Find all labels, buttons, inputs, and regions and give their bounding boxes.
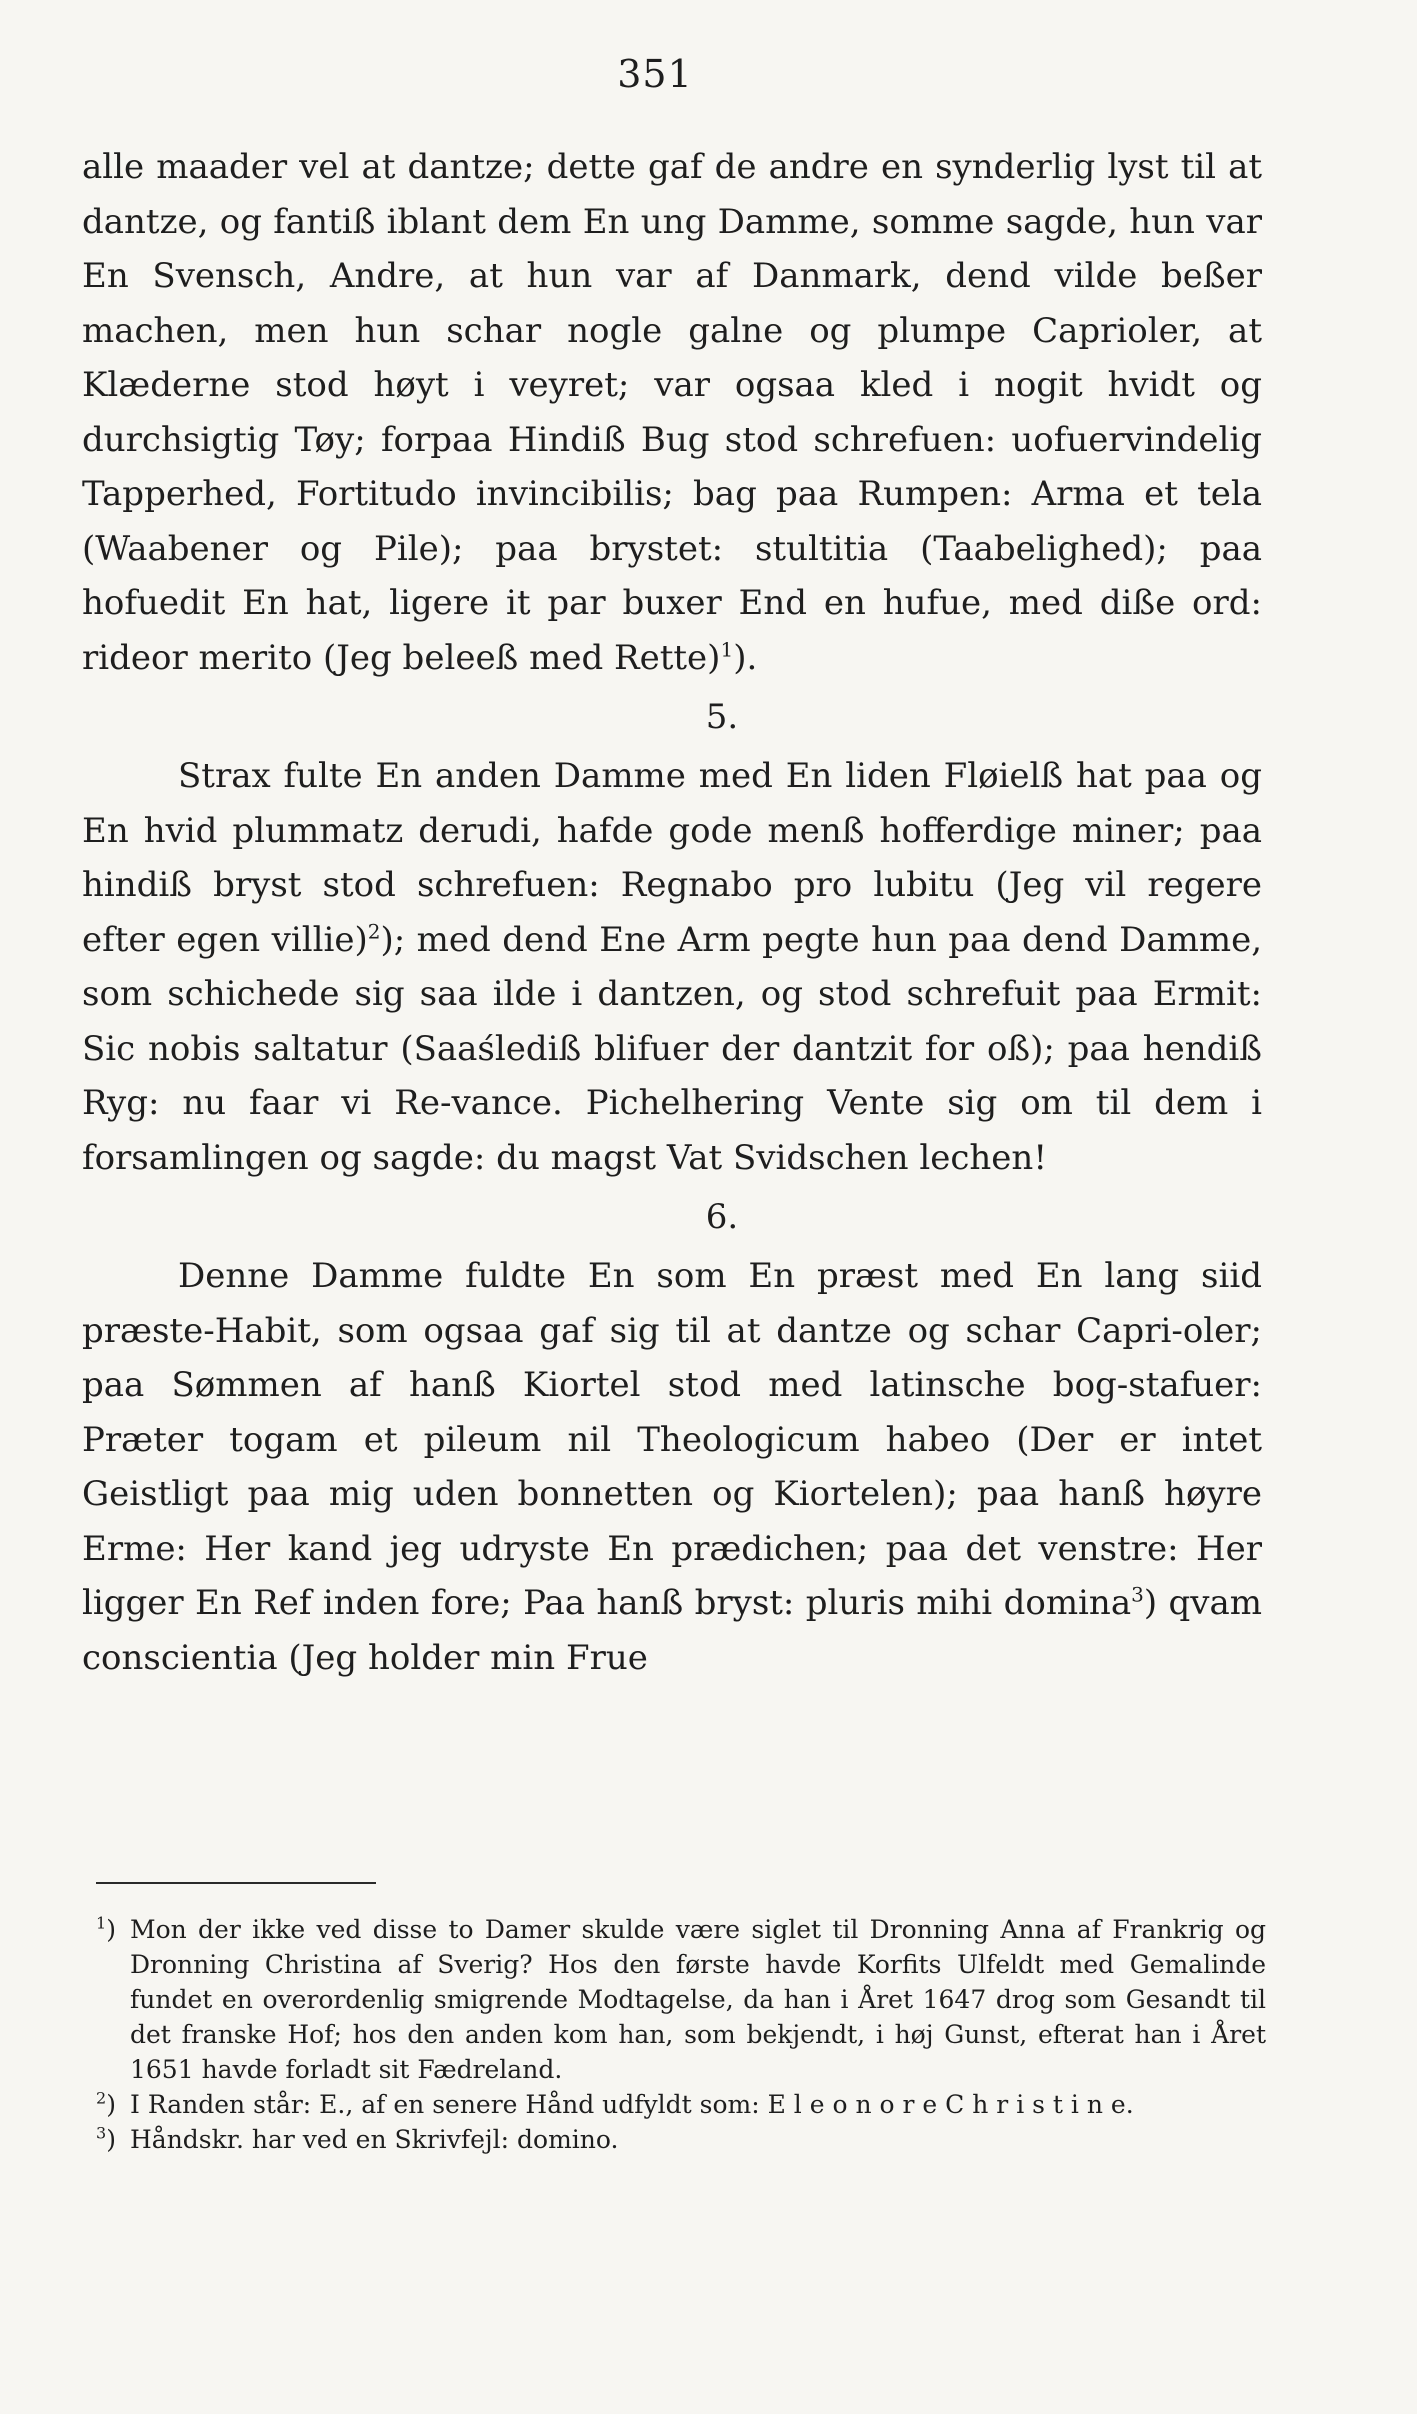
footnote-2 (96, 2087, 1266, 2122)
section-number-5: 5. (705, 697, 739, 737)
footnote-ref-3: 3 (1131, 1582, 1144, 1607)
footnote-1 (96, 1912, 1266, 2087)
paragraph-3 (82, 1249, 1262, 1685)
footnote-ref-2: 2 (367, 919, 381, 944)
paragraph-1 (82, 140, 1262, 685)
footnote-mark-1: $^1$) (96, 1913, 116, 1944)
section-number-6: 6. (705, 1197, 739, 1237)
footnote-divider (96, 1882, 376, 1884)
footnote-mark-3: $^3$) (96, 2123, 116, 2154)
footnotes (96, 1912, 1266, 2157)
paragraph-2 (82, 749, 1262, 1185)
footnote-mark-2: $^2$) (96, 2088, 116, 2119)
footnote-3 (96, 2122, 1266, 2157)
footnote-2-text: I Randen står: E., af en senere Hånd udfyldt som: E l e o n o r e C h r i s t i n e. (130, 2090, 1134, 2119)
paragraph-2-text-a: Strax fulte En anden Damme med En liden Fløielß hat paa og En hvid plummatz derudi, hafde gode menß hofferdige miner; paa hindiß bryst stod schrefuen: Regnabo pro lubitu (Jeg vil regere efter egen villie) (82, 756, 1262, 960)
body-text (82, 140, 1262, 1685)
footnote-3-text: Håndskr. har ved en Skrivfejl: domino. (130, 2125, 619, 2154)
paragraph-1-tail: ). (733, 637, 758, 678)
page-number: 351 (617, 52, 693, 96)
footnote-ref-1: 1 (720, 637, 734, 662)
paragraph-3-text-b: ) qvam conscientia (Jeg holder min Frue (82, 1583, 1262, 1678)
footnote-1-text: Mon der ikke ved disse to Damer skulde være siglet til Dronning Anna af Frankrig og Dronning Christina af Sverig? Hos den første havde Korfits Ulfeldt med Gemalinde fundet en overordenlig smigrende Modtagelse, da han i Året 1647 drog som Gesandt til det franske Hof; hos den anden kom han, som bekjendt, i høj Gunst, efterat han i Året 1651 havde forladt sit Fædreland. (130, 1915, 1266, 2084)
paragraph-2-text-b: ); med dend Ene Arm pegte hun paa dend Damme, som schichede sig saa ilde i dantzen, og stod schrefuit paa Ermit: Sic nobis saltatur (Saaślediß blifuer der dantzit for oß); paa hendiß Ryg: nu faar vi Re-vance. Pichelhering Vente sig om til dem i forsamlingen og sagde: du magst Vat Svidschen lechen! (82, 919, 1263, 1178)
paragraph-3-text-a: Denne Damme fuldte En som En præst med En lang siid præste-Habit, som ogsaa gaf sig til at dantze og schar Capri-oler; paa Sømmen af hanß Kiortel stod med latinsche bog-stafuer: Præter togam et pileum nil Theologicum habeo (Der er intet Geistligt paa mig uden bonnetten og Kiortelen); paa hanß høyre Erme: Her kand jeg udryste En prædichen; paa det venstre: Her ligger En Ref inden fore; Paa hanß bryst: pluris mihi domina (82, 1256, 1262, 1623)
paragraph-1-text: alle maader vel at dantze; dette gaf de andre en synderlig lyst til at dantze, og fantiß iblant dem En ung Damme, somme sagde, hun var En Svensch, Andre, at hun var af Danmark, dend vilde beßer machen, men hun schar nogle galne og plumpe Caprioler, at Klæderne stod høyt i veyret; var ogsaa kled i nogit hvidt og durchsigtig Tøy; forpaa Hindiß Bug stod schrefuen: uofuervindelig Tapperhed, Fortitudo invincibilis; bag paa Rumpen: Arma et tela (Waabener og Pile); paa brystet: stultitia (Taabelighed); paa hofuedit En hat, ligere it par buxer End en hufue, med diße ord: rideor merito (Jeg beleeß med Rette) (82, 147, 1262, 678)
